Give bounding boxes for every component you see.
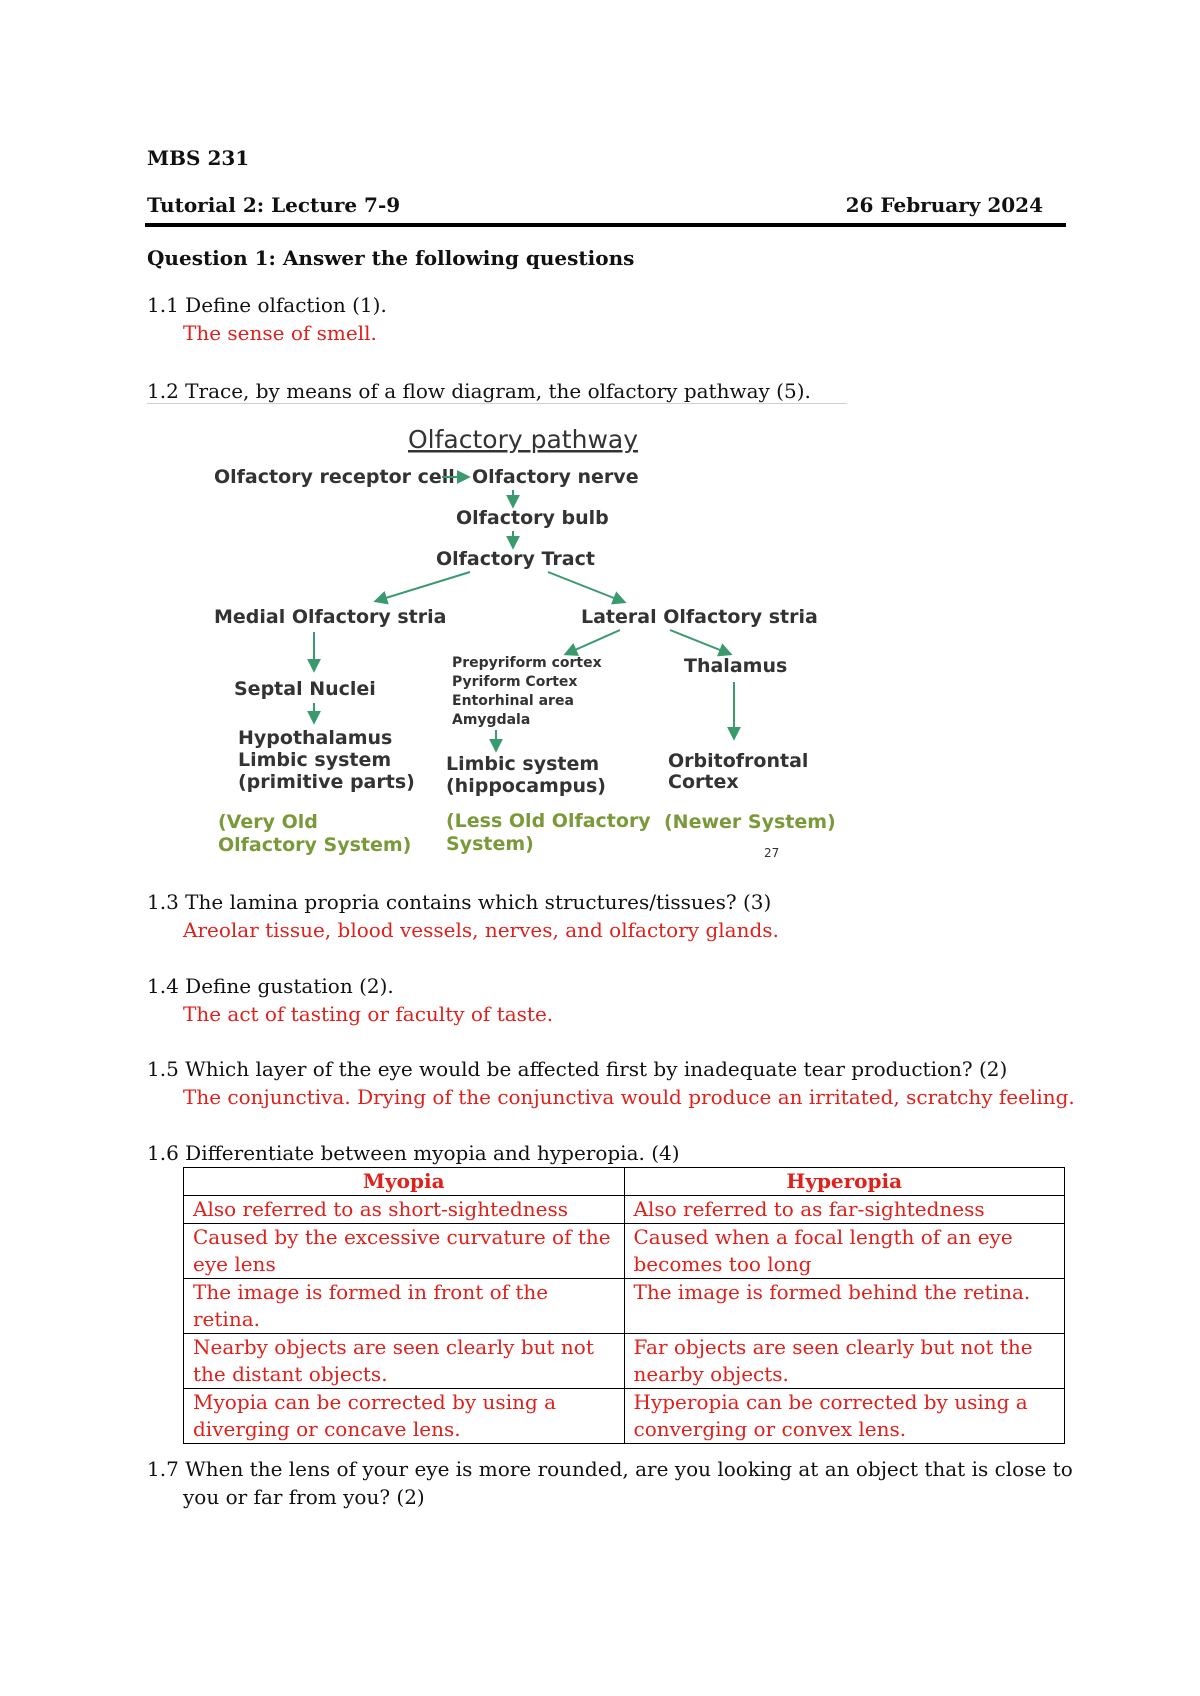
question-1-7: 1.7 When the lens of your eye is more rounded, are you looking at an object that is close to — [147, 1457, 1073, 1481]
table-cell: Caused when a focal length of an eye becomes too long — [624, 1224, 1065, 1279]
table-header-hyperopia: Hyperopia — [624, 1168, 1065, 1196]
question-1-7-continued: you or far from you? (2) — [183, 1485, 425, 1509]
orbitofrontal-label: Orbitofrontal — [668, 750, 809, 772]
receptor-cell-label: Olfactory receptor cell — [214, 466, 455, 488]
cortex-label: Cortex — [668, 771, 739, 793]
limbic-system-primitive-label: Limbic system — [238, 749, 392, 771]
primitive-parts-label: (primitive parts) — [238, 771, 415, 793]
course-code: MBS 231 — [147, 146, 250, 170]
question-1-5: 1.5 Which layer of the eye would be affected first by inadequate tear production? (2) — [147, 1057, 1008, 1081]
thalamus-label: Thalamus — [684, 655, 788, 677]
olfactory-bulb-label: Olfactory bulb — [456, 507, 609, 529]
question-1-3: 1.3 The lamina propria contains which structures/tissues? (3) — [147, 890, 772, 914]
cortex-list-item: Entorhinal area — [452, 693, 574, 709]
question-1-2: 1.2 Trace, by means of a flow diagram, the olfactory pathway (5). — [147, 379, 811, 403]
cortex-list-item: Amygdala — [452, 712, 531, 728]
table-row — [184, 1334, 1065, 1389]
table-cell: Also referred to as far-sightedness — [624, 1196, 1065, 1224]
cortex-list-item: Prepyriform cortex — [452, 655, 602, 671]
myopia-hyperopia-table — [183, 1167, 1065, 1444]
table-row — [184, 1196, 1065, 1224]
olfactory-pathway-diagram — [200, 414, 850, 864]
newer-system-label: (Newer System) — [664, 811, 836, 833]
question-underline — [147, 403, 847, 404]
answer-1-3: Areolar tissue, blood vessels, nerves, and olfactory glands. — [183, 918, 779, 942]
very-old-system-label: (Very Old — [218, 811, 318, 833]
arrow-lateral-to-thalamus — [670, 630, 730, 654]
septal-nuclei-label: Septal Nuclei — [234, 678, 376, 700]
arrow-tract-to-lateral — [548, 572, 624, 602]
arrow-lateral-to-cortex — [566, 630, 620, 654]
less-old-system-label: System) — [446, 833, 534, 855]
hypothalamus-label: Hypothalamus — [238, 727, 393, 749]
olfactory-tract-label: Olfactory Tract — [436, 548, 595, 570]
diagram-title: Olfactory pathway — [408, 425, 639, 454]
table-cell: Myopia can be corrected by using a diverging or concave lens. — [184, 1389, 625, 1444]
question-title: Question 1: Answer the following questions — [147, 246, 635, 270]
table-row — [184, 1389, 1065, 1444]
question-1-6: 1.6 Differentiate between myopia and hyperopia. (4) — [147, 1141, 680, 1165]
olfactory-nerve-label: Olfactory nerve — [472, 466, 639, 488]
table-header-row — [184, 1168, 1065, 1196]
table-row — [184, 1224, 1065, 1279]
question-1-4: 1.4 Define gustation (2). — [147, 974, 394, 998]
hippocampus-label: (hippocampus) — [446, 775, 606, 797]
lateral-stria-label: Lateral Olfactory stria — [581, 606, 818, 628]
answer-1-1: The sense of smell. — [183, 321, 377, 345]
table-cell: Caused by the excessive curvature of the eye lens — [184, 1224, 625, 1279]
slide-number: 27 — [764, 846, 780, 860]
table-header-myopia: Myopia — [184, 1168, 625, 1196]
tutorial-title: Tutorial 2: Lecture 7-9 — [147, 193, 401, 217]
answer-1-5: The conjunctiva. Drying of the conjunctiva would produce an irritated, scratchy feeling. — [183, 1085, 1075, 1109]
medial-stria-label: Medial Olfactory stria — [214, 606, 447, 628]
answer-1-4: The act of tasting or faculty of taste. — [183, 1002, 554, 1026]
question-1-1: 1.1 Define olfaction (1). — [147, 293, 387, 317]
table-cell: Hyperopia can be corrected by using a converging or convex lens. — [624, 1389, 1065, 1444]
cortex-list-item: Pyriform Cortex — [452, 674, 578, 690]
header-rule — [145, 223, 1066, 227]
tutorial-date: 26 February 2024 — [845, 193, 1043, 217]
less-old-system-label: (Less Old Olfactory — [446, 810, 651, 832]
table-row — [184, 1279, 1065, 1334]
table-cell: Far objects are seen clearly but not the nearby objects. — [624, 1334, 1065, 1389]
arrow-tract-to-medial — [376, 572, 470, 601]
table-cell: The image is formed in front of the retina. — [184, 1279, 625, 1334]
table-cell: The image is formed behind the retina. — [624, 1279, 1065, 1334]
limbic-system-label: Limbic system — [446, 753, 600, 775]
table-cell: Also referred to as short-sightedness — [184, 1196, 625, 1224]
very-old-system-label: Olfactory System) — [218, 834, 412, 856]
table-cell: Nearby objects are seen clearly but not the distant objects. — [184, 1334, 625, 1389]
